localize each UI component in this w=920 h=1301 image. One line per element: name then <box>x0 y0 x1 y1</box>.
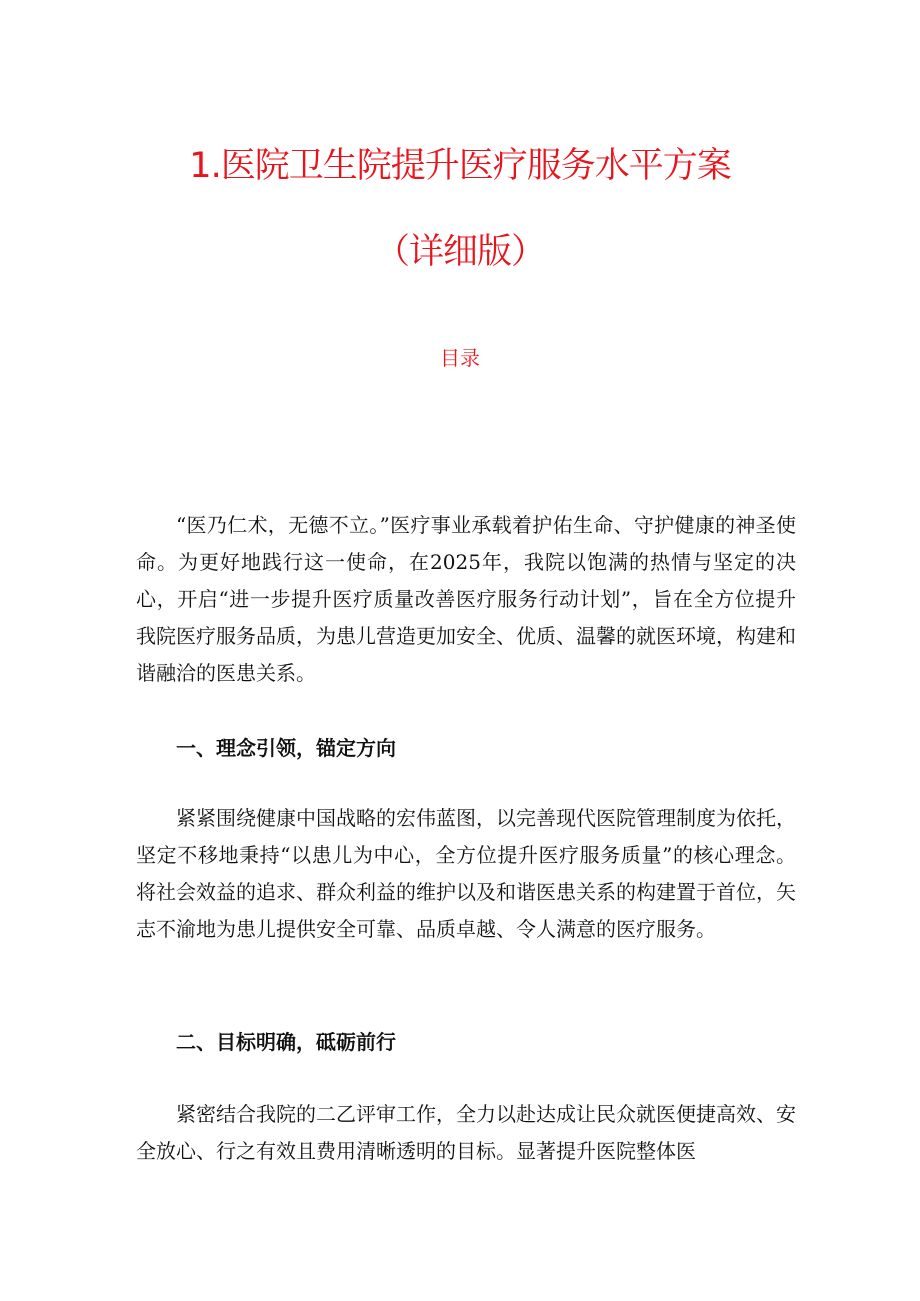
document-title-line-1: 1.医院卫生院提升医疗服务水平方案 <box>189 146 731 186</box>
section-1-paragraph: 紧紧围绕健康中国战略的宏伟蓝图，以完善现代医院管理制度为依托，坚定不移地秉持“以患儿为中心，全方位提升医疗服务质量”的核心理念。将社会效益的追求、群众利益的维护以及和谐医患关系的构建置于首位，矢志不渝地为患儿提供安全可靠、品质卓越、令人满意的医疗服务。 <box>136 806 796 941</box>
section-heading-2: 二、目标明确，砥砺前行 <box>176 1030 396 1054</box>
section-2-paragraph: 紧密结合我院的二乙评审工作，全力以赴达成让民众就医便捷高效、安全放心、行之有效且费用清晰透明的目标。显著提升医院整体医 <box>136 1102 796 1163</box>
intro-paragraph: “医乃仁术，无德不立。”医疗事业承载着护佑生命、守护健康的神圣使命。为更好地践行这一使命，在2025年，我院以饱满的热情与坚定的决心，开启“进一步提升医疗质量改善医疗服务行动计划”，旨在全方位提升我院医疗服务品质，为患儿营造更加安全、优质、温馨的就医环境，构建和谐融洽的医患关系。 <box>136 513 796 685</box>
section-heading-1: 一、理念引领，锚定方向 <box>176 736 396 760</box>
table-of-contents-label: 目录 <box>440 346 480 370</box>
document-title-line-2: （详细版） <box>374 232 545 272</box>
